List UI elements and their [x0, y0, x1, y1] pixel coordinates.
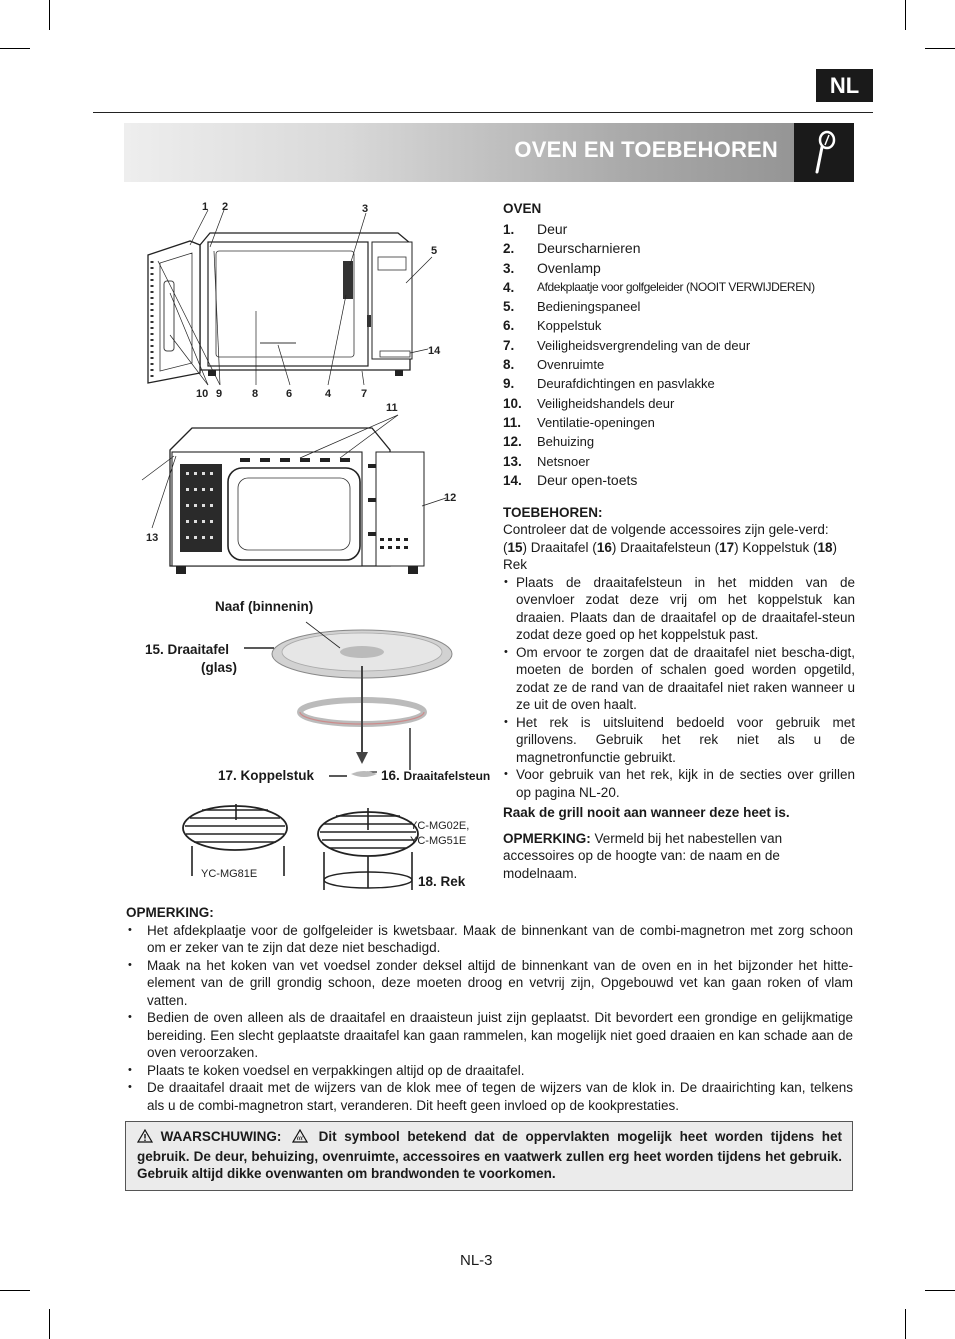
turntable-label-glass: (glas) [201, 660, 238, 675]
item-label: Ovenlamp [537, 259, 601, 276]
callout-label: 13 [146, 532, 159, 544]
warning-box [125, 1121, 853, 1191]
item-number: 10. [503, 395, 522, 411]
list-item [503, 432, 855, 451]
callout-label: 4 [325, 388, 332, 400]
item-number: 8. [503, 357, 515, 373]
list-item [503, 413, 855, 432]
item-label: Ovenruimte [537, 357, 605, 373]
notes-section [126, 904, 853, 1114]
item-label: Deurafdichtingen en pasvlakke [537, 376, 715, 392]
accessories-list [503, 539, 855, 574]
accessories-intro: Controleer dat de volgende accessoires zijn gele-verd: [503, 522, 829, 538]
callout-label: 7 [361, 388, 368, 400]
section-banner [124, 123, 854, 182]
callout-label: 2 [222, 201, 229, 213]
item-label: Deurscharnieren [537, 240, 641, 257]
turntable-label: 15. Draaitafel [145, 642, 230, 657]
oven-parts-list [503, 220, 855, 490]
text-fragment: ) Draaitafelsteun ( [611, 539, 720, 555]
callout-label: 14 [428, 345, 441, 357]
accessory-number: 17 [719, 539, 735, 555]
item-label: Deur [537, 221, 568, 237]
item-number: 5. [503, 299, 515, 315]
list-item [503, 374, 855, 393]
list-item: • Om ervoor te zorgen dat de draaitafel niet bescha-digt, moeten de borden of schalen goed worden opgetild, zodat ze de rand van de draaitafel niet raken wanneer u ze uit de oven haalt. [503, 644, 855, 714]
item-label: Ventilatie-openingen [537, 414, 655, 430]
warning-text: Dit symbool betekend dat de oppervlakten mogelijk heet worden tijdens het gebruik. De deur, behuizing, ovenruimte, accessoires en vaatwerk zullen erg heet worden tijdens het gebruik. Gebruik altijd dikke ovenwanten om brandwonden te voorkomen. [137, 1129, 842, 1181]
crop-mark [925, 48, 955, 49]
accessory-number: 15 [507, 539, 523, 555]
note-text: Vermeld bij het nabestellen van accessoires op de hoogte van: de naam en de modelnaam. [503, 830, 783, 881]
item-label: Bedieningspaneel [537, 299, 641, 315]
crop-mark [49, 1309, 50, 1339]
list-item [503, 452, 855, 471]
crop-mark [905, 0, 906, 30]
oven-back-diagram [140, 398, 500, 588]
item-number: 3. [503, 260, 515, 276]
callout-label: 12 [444, 492, 457, 504]
callout-label: 9 [216, 388, 223, 400]
text-fragment: ) Koppelstuk ( [734, 539, 818, 555]
accessory-number: 16 [596, 539, 612, 555]
grill-skewer-icon [794, 123, 854, 182]
item-number: 11. [503, 414, 522, 430]
coupler-label: 17. Koppelstuk [218, 768, 315, 783]
list-item [503, 471, 855, 490]
list-item [503, 259, 855, 278]
turntable-diagram [140, 596, 500, 796]
list-item: • Plaats de draaitafelsteun in het midden van de ovenvloer zodat deze vrij om het koppelstuk kan draaien. Plaats dan de draaitafel op de draaitafel-steun zodat deze goed op het koppelstuk past. [503, 574, 855, 644]
list-item [503, 355, 855, 374]
list-item [503, 297, 855, 316]
note-label: OPMERKING: [503, 830, 591, 846]
callout-label: 1 [202, 201, 209, 213]
item-number: 1. [503, 222, 515, 237]
page-number: NL-3 [460, 1252, 493, 1269]
crop-mark [0, 48, 30, 49]
oven-front-diagram [140, 195, 500, 410]
text-fragment: ) Draaitafel ( [522, 539, 597, 555]
item-number: 14. [503, 472, 522, 488]
language-badge: NL [816, 69, 873, 102]
accessories-heading: TOEBEHOREN: [503, 505, 603, 521]
crop-mark [905, 1309, 906, 1339]
item-label: Veiligheidshandels deur [537, 395, 675, 411]
notes-heading: OPMERKING: [126, 905, 214, 920]
list-item: • De draaitafel draait met de wijzers van de klok mee of tegen de wijzers van de klok in. De draairichting kan, telkens als u de combi-magnetron start, veranderen. Dit heeft geen invloed op de kookprestaties. [126, 1079, 853, 1114]
list-item: • Het afdekplaatje voor de golfgeleider is kwetsbaar. Maak de binnenkant van de combi-magnetron met zorg schoon om er zeker van te zijn dat deze niet beschadigd. [126, 922, 853, 957]
text-fragment: ) Rek [503, 539, 837, 573]
list-item: • Voor gebruik van het rek, kijk in de secties over grillen op pagina NL-20. [503, 766, 855, 801]
text-fragment: ( [503, 539, 508, 555]
item-label: Veiligheidsvergrendeling van de deur [537, 337, 751, 353]
item-number: 4. [503, 279, 515, 295]
item-label: Afdekplaatje voor golfgeleider (NOOIT VERWIJDEREN) [537, 279, 815, 294]
list-item [503, 278, 855, 297]
warning-triangle-icon [137, 1129, 153, 1148]
item-label: Netsnoer [537, 453, 590, 469]
rack-model-high-2: YC-MG51E [410, 835, 467, 847]
warning-label: WAARSCHUWING: [160, 1129, 282, 1144]
rack-model-low: YC-MG81E [201, 868, 258, 880]
item-number: 2. [503, 241, 515, 257]
support-label-number: 16. [381, 768, 400, 783]
support-label [381, 768, 490, 783]
item-number: 12. [503, 434, 522, 450]
item-label: Koppelstuk [537, 318, 602, 334]
rack-model-high: YC-MG02E, [410, 820, 470, 832]
list-item: • Plaats te koken voedsel en verpakkingen altijd op de draaitafel. [126, 1062, 853, 1080]
crop-mark [925, 1290, 955, 1291]
crop-mark [49, 0, 50, 30]
notes-list [126, 922, 853, 1115]
accessories-bullets [503, 574, 855, 802]
callout-label: 6 [286, 388, 293, 400]
list-item [503, 239, 855, 258]
item-label: Behuizing [537, 434, 595, 450]
accessories-note [503, 830, 855, 883]
rack-label: 18. Rek [418, 874, 466, 889]
callout-label: 8 [252, 388, 259, 400]
list-item [503, 316, 855, 335]
item-number: 6. [503, 318, 515, 334]
accessory-number: 18 [817, 539, 833, 555]
item-label: Deur open-toets [537, 471, 638, 488]
list-item [503, 220, 855, 239]
grill-warning: Raak de grill nooit aan wanneer deze heet is. [503, 805, 790, 821]
header-rule [93, 112, 873, 113]
item-number: 13. [503, 453, 522, 469]
list-item: • Bedien de oven alleen als de draaitafel en draaisteun juist zijn geplaatst. Dit bevordert een grondige en gelijkmatige bereiding. Een slecht geplaatste draaitafel kan gaan rammelen, kan mogelijk niet goed draaien en kan schade aan de oven veroorzaken. [126, 1009, 853, 1062]
callout-label: 3 [362, 203, 369, 215]
right-column [503, 200, 855, 882]
rack-diagram [140, 800, 500, 900]
list-item: • Maak na het koken van vet voedsel zonder deksel altijd de binnenkant van de oven en in het bijzonder het hitte-element van de grill grondig schoon, deze moeten droog en vetvrij zijn, Opgebouwd vet kan gaan roken of vlam vatten. [126, 957, 853, 1010]
callout-label: 11 [386, 402, 398, 414]
item-number: 7. [503, 337, 515, 353]
crop-mark [0, 1290, 30, 1291]
list-item [503, 394, 855, 413]
list-item [503, 336, 855, 355]
naaf-label: Naaf (binnenin) [215, 599, 314, 614]
item-number: 9. [503, 376, 515, 392]
callout-label: 10 [196, 388, 209, 400]
support-label-text: Draaitafelsteun [403, 769, 491, 783]
list-item: • Het rek is uitsluitend bedoeld voor gebruik met grillovens. Gebruik het rek niet als u de magnetronfunctie gebruikt. [503, 714, 855, 767]
callout-label: 5 [431, 245, 438, 257]
page-title: OVEN EN TOEBEHOREN [514, 137, 778, 162]
oven-heading: OVEN [503, 201, 542, 216]
hot-surface-icon [292, 1129, 308, 1148]
